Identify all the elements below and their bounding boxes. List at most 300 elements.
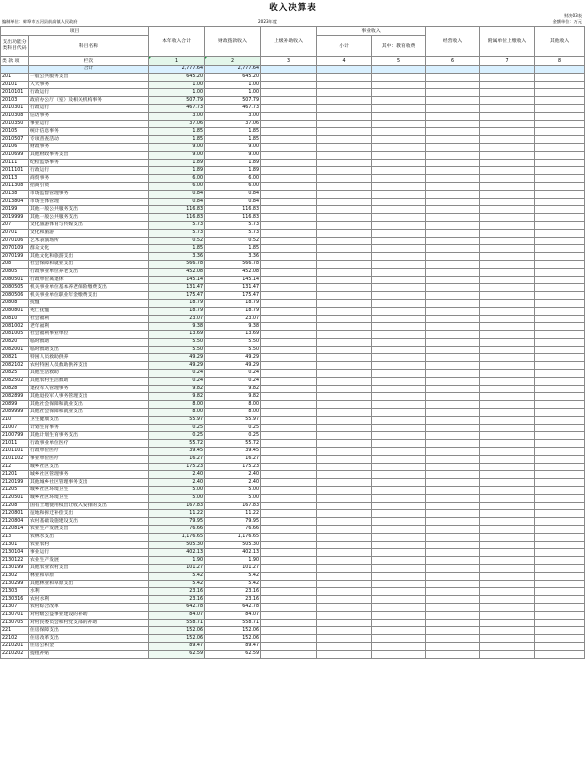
row-empty-cell	[317, 377, 372, 385]
row-fiscal-income: 62.59	[205, 650, 261, 658]
row-empty-cell	[535, 245, 585, 253]
row-empty-cell	[480, 533, 535, 541]
row-subject-name: 事业单位医疗	[29, 455, 149, 463]
row-empty-cell	[535, 73, 585, 81]
row-fiscal-income: 152.06	[205, 635, 261, 643]
row-code: 213	[1, 533, 29, 541]
row-empty-cell	[480, 580, 535, 588]
table-row	[1, 292, 585, 300]
row-empty-cell	[372, 151, 426, 159]
row-empty-cell	[261, 448, 317, 456]
table-row	[1, 97, 585, 105]
row-total-income: 9.38	[149, 323, 205, 331]
row-empty-cell	[480, 221, 535, 229]
header-business-income: 事业收入	[317, 27, 426, 36]
row-empty-cell	[372, 190, 426, 198]
row-empty-cell	[480, 198, 535, 206]
row-empty-cell	[372, 549, 426, 557]
table-row	[1, 237, 585, 245]
row-total-income: 3.36	[149, 253, 205, 261]
table-row	[1, 510, 585, 518]
table-row	[1, 136, 585, 144]
row-empty-cell	[261, 167, 317, 175]
row-total-income: 642.78	[149, 603, 205, 611]
row-empty-cell	[317, 424, 372, 432]
row-empty-cell	[372, 487, 426, 495]
table-row	[1, 650, 585, 658]
row-fiscal-income: 9.38	[205, 323, 261, 331]
row-empty-cell	[535, 650, 585, 658]
row-fiscal-income: 1.90	[205, 557, 261, 565]
row-fiscal-income: 101.27	[205, 565, 261, 573]
row-empty-cell	[535, 588, 585, 596]
row-empty-cell	[535, 635, 585, 643]
table-row	[1, 167, 585, 175]
row-subject-name: 纪检监察事务	[29, 159, 149, 167]
row-empty-cell	[480, 549, 535, 557]
table-row	[1, 580, 585, 588]
row-subject-name: 其他林业和草原支出	[29, 580, 149, 588]
row-fiscal-income: 0.84	[205, 198, 261, 206]
row-fiscal-income: 8.00	[205, 401, 261, 409]
row-code: 2011101	[1, 167, 29, 175]
table-row	[1, 494, 585, 502]
row-total-income: 145.14	[149, 276, 205, 284]
row-empty-cell	[317, 627, 372, 635]
row-empty-cell	[261, 104, 317, 112]
row-empty-cell	[372, 338, 426, 346]
row-empty-cell	[480, 432, 535, 440]
row-empty-cell	[261, 642, 317, 650]
row-fiscal-income: 18.79	[205, 307, 261, 315]
row-empty-cell	[426, 588, 480, 596]
row-empty-cell	[372, 611, 426, 619]
row-empty-cell	[261, 206, 317, 214]
row-empty-cell	[372, 401, 426, 409]
row-empty-cell	[317, 549, 372, 557]
row-empty-cell	[426, 611, 480, 619]
row-empty-cell	[426, 284, 480, 292]
row-fiscal-income: 467.73	[205, 104, 261, 112]
row-empty-cell	[372, 362, 426, 370]
row-subject-name: 退役军人管理事务	[29, 385, 149, 393]
row-fiscal-income: 23.16	[205, 596, 261, 604]
row-empty-cell	[535, 136, 585, 144]
row-empty-cell	[317, 409, 372, 417]
row-total-income: 0.24	[149, 370, 205, 378]
row-empty-cell	[372, 206, 426, 214]
row-empty-cell	[317, 518, 372, 526]
row-empty-cell	[372, 533, 426, 541]
row-empty-cell	[372, 143, 426, 151]
row-empty-cell	[426, 455, 480, 463]
table-row	[1, 182, 585, 190]
header-subject-name: 科目名称	[29, 36, 149, 57]
header-item: 项目	[1, 27, 149, 36]
row-subject-name: 其他社会保障和就业支出	[29, 409, 149, 417]
row-subject-name: 城乡社区支出	[29, 463, 149, 471]
row-empty-cell	[480, 268, 535, 276]
row-empty-cell	[261, 245, 317, 253]
row-empty-cell	[261, 362, 317, 370]
row-total-income: 1.85	[149, 128, 205, 136]
row-subject-name: 城乡社区环境卫生	[29, 494, 149, 502]
row-total-income: 9.82	[149, 385, 205, 393]
row-empty-cell	[317, 487, 372, 495]
row-code: 20103	[1, 97, 29, 105]
row-subject-name: 其他城乡社区管理事务支出	[29, 479, 149, 487]
row-code: 207	[1, 221, 29, 229]
row-empty-cell	[372, 284, 426, 292]
row-empty-cell	[317, 510, 372, 518]
row-empty-cell	[480, 541, 535, 549]
row-code: 20825	[1, 370, 29, 378]
row-subject-name: 城乡社区管理事务	[29, 471, 149, 479]
row-total-income: 49.29	[149, 362, 205, 370]
row-empty-cell	[317, 354, 372, 362]
row-empty-cell	[535, 143, 585, 151]
row-subject-name: 住房改革支出	[29, 635, 149, 643]
row-empty-cell	[535, 299, 585, 307]
colnum-2: 2	[205, 57, 261, 66]
table-row	[1, 81, 585, 89]
row-fiscal-income: 55.97	[205, 416, 261, 424]
row-fiscal-income: 5.50	[205, 346, 261, 354]
row-empty-cell	[261, 253, 317, 261]
row-empty-cell	[480, 650, 535, 658]
table-row	[1, 432, 585, 440]
row-empty-cell	[480, 448, 535, 456]
row-empty-cell	[426, 370, 480, 378]
row-empty-cell	[261, 175, 317, 183]
row-empty-cell	[426, 229, 480, 237]
row-empty-cell	[535, 580, 585, 588]
row-empty-cell	[426, 541, 480, 549]
row-subject-name: 农村综合改革	[29, 603, 149, 611]
row-empty-cell	[535, 603, 585, 611]
table-row	[1, 479, 585, 487]
row-empty-cell	[535, 370, 585, 378]
row-subject-name: 政府办公厅（室）及相关机构事务	[29, 97, 149, 105]
row-empty-cell	[317, 276, 372, 284]
row-empty-cell	[372, 331, 426, 339]
row-empty-cell	[372, 424, 426, 432]
row-empty-cell	[480, 346, 535, 354]
row-total-income: 16.27	[149, 455, 205, 463]
row-empty-cell	[480, 214, 535, 222]
row-code: 212	[1, 463, 29, 471]
row-empty-cell	[372, 299, 426, 307]
row-empty-cell	[317, 455, 372, 463]
row-code: 2013804	[1, 198, 29, 206]
row-empty-cell	[480, 237, 535, 245]
row-empty-cell	[480, 292, 535, 300]
row-empty-cell	[261, 588, 317, 596]
row-fiscal-income: 1.89	[205, 167, 261, 175]
row-empty-cell	[317, 432, 372, 440]
row-empty-cell	[261, 97, 317, 105]
row-empty-cell	[261, 565, 317, 573]
row-empty-cell	[426, 323, 480, 331]
header-class: 类 款 项	[1, 57, 29, 66]
row-empty-cell	[372, 73, 426, 81]
row-empty-cell	[317, 370, 372, 378]
table-row	[1, 611, 585, 619]
row-empty-cell	[535, 424, 585, 432]
table-row	[1, 104, 585, 112]
row-empty-cell	[372, 128, 426, 136]
row-subject-name: 其他一般公共服务支出	[29, 206, 149, 214]
row-fiscal-income: 39.45	[205, 448, 261, 456]
row-empty-cell	[426, 214, 480, 222]
row-empty-cell	[426, 338, 480, 346]
row-empty-cell	[535, 479, 585, 487]
row-code: 20899	[1, 401, 29, 409]
row-subject-name: 机关事业单位职业年金缴费支出	[29, 292, 149, 300]
row-empty-cell	[426, 479, 480, 487]
row-empty-cell	[261, 292, 317, 300]
row-empty-cell	[426, 494, 480, 502]
row-empty-cell	[426, 299, 480, 307]
row-empty-cell	[372, 502, 426, 510]
row-empty-cell	[480, 315, 535, 323]
row-empty-cell	[480, 73, 535, 81]
row-subject-name: 艺术表演场所	[29, 237, 149, 245]
money-unit: 金额单位：万元	[552, 19, 582, 24]
row-empty-cell	[535, 104, 585, 112]
row-subject-name: 对村民委员会和村党支部的补助	[29, 619, 149, 627]
table-row	[1, 89, 585, 97]
row-empty-cell	[535, 518, 585, 526]
row-empty-cell	[261, 284, 317, 292]
row-total-income: 8.00	[149, 401, 205, 409]
row-empty-cell	[535, 377, 585, 385]
row-code: 2130122	[1, 557, 29, 565]
colnum-1: 1	[149, 57, 205, 66]
row-code: 21208	[1, 502, 29, 510]
row-empty-cell	[535, 572, 585, 580]
row-total-income: 116.83	[149, 206, 205, 214]
compiling-unit: 编制单位：蚌埠市五河县前高镇人民政府	[2, 19, 78, 24]
row-empty-cell	[480, 479, 535, 487]
row-code: 20808	[1, 299, 29, 307]
row-code: 2210201	[1, 642, 29, 650]
row-empty-cell	[261, 635, 317, 643]
row-code: 221	[1, 627, 29, 635]
row-empty-cell	[426, 635, 480, 643]
row-empty-cell	[372, 260, 426, 268]
table-row	[1, 603, 585, 611]
row-empty-cell	[261, 143, 317, 151]
row-subject-name: 特困人员救助供养	[29, 354, 149, 362]
table-row	[1, 338, 585, 346]
row-empty-cell	[480, 206, 535, 214]
row-empty-cell	[261, 580, 317, 588]
row-empty-cell	[372, 229, 426, 237]
row-empty-cell	[480, 128, 535, 136]
row-fiscal-income: 84.07	[205, 611, 261, 619]
row-empty-cell	[261, 424, 317, 432]
row-subject-name: 老年福利	[29, 323, 149, 331]
row-empty-cell	[535, 619, 585, 627]
row-empty-cell	[261, 533, 317, 541]
row-fiscal-income: 1.00	[205, 81, 261, 89]
row-empty-cell	[261, 307, 317, 315]
row-empty-cell	[535, 81, 585, 89]
row-fiscal-income: 645.20	[205, 73, 261, 81]
row-empty-cell	[372, 479, 426, 487]
row-empty-cell	[372, 494, 426, 502]
row-total-income: 0.25	[149, 432, 205, 440]
row-empty-cell	[317, 580, 372, 588]
table-row	[1, 596, 585, 604]
row-empty-cell	[261, 268, 317, 276]
table-row	[1, 354, 585, 362]
row-total-income: 9.82	[149, 393, 205, 401]
row-empty-cell	[426, 120, 480, 128]
row-fiscal-income: 0.84	[205, 190, 261, 198]
row-fiscal-income: 3.00	[205, 112, 261, 120]
table-row	[1, 276, 585, 284]
row-empty-cell	[261, 190, 317, 198]
row-empty-cell	[426, 603, 480, 611]
row-fiscal-income: 0.25	[205, 432, 261, 440]
row-empty-cell	[372, 120, 426, 128]
row-empty-cell	[317, 112, 372, 120]
row-empty-cell	[317, 104, 372, 112]
row-empty-cell	[261, 346, 317, 354]
row-empty-cell	[535, 338, 585, 346]
row-code: 2130705	[1, 619, 29, 627]
row-empty-cell	[480, 393, 535, 401]
row-empty-cell	[535, 541, 585, 549]
row-empty-cell	[317, 440, 372, 448]
row-empty-cell	[535, 268, 585, 276]
row-empty-cell	[317, 393, 372, 401]
row-empty-cell	[535, 463, 585, 471]
row-total-income: 55.72	[149, 440, 205, 448]
row-code: 2100799	[1, 432, 29, 440]
row-code: 201	[1, 73, 29, 81]
row-empty-cell	[426, 463, 480, 471]
row-empty-cell	[535, 128, 585, 136]
row-fiscal-income: 1.85	[205, 136, 261, 144]
row-fiscal-income: 1.85	[205, 128, 261, 136]
row-subject-name: 专项普查活动	[29, 136, 149, 144]
row-empty-cell	[426, 315, 480, 323]
row-total-income: 5.73	[149, 221, 205, 229]
row-empty-cell	[317, 182, 372, 190]
row-empty-cell	[480, 143, 535, 151]
row-empty-cell	[372, 596, 426, 604]
row-total-income: 5.73	[149, 229, 205, 237]
row-empty-cell	[261, 377, 317, 385]
row-total-income: 1.00	[149, 89, 205, 97]
row-code: 20113	[1, 175, 29, 183]
row-total-income: 1.00	[149, 81, 205, 89]
row-empty-cell	[535, 323, 585, 331]
row-fiscal-income: 2.40	[205, 479, 261, 487]
row-fiscal-income: 13.69	[205, 331, 261, 339]
row-empty-cell	[317, 97, 372, 105]
table-row	[1, 214, 585, 222]
row-subject-name: 计划生育事务	[29, 424, 149, 432]
row-empty-cell	[426, 487, 480, 495]
row-empty-cell	[372, 627, 426, 635]
row-empty-cell	[372, 81, 426, 89]
row-empty-cell	[426, 112, 480, 120]
row-empty-cell	[480, 323, 535, 331]
row-empty-cell	[480, 253, 535, 261]
row-total-income: 37.06	[149, 120, 205, 128]
row-subject-name: 农村基础设施建设支出	[29, 518, 149, 526]
row-empty-cell	[426, 502, 480, 510]
row-empty-cell	[261, 128, 317, 136]
table-row	[1, 572, 585, 580]
row-empty-cell	[480, 97, 535, 105]
row-fiscal-income: 37.06	[205, 120, 261, 128]
row-empty-cell	[317, 167, 372, 175]
row-empty-cell	[480, 494, 535, 502]
row-empty-cell	[372, 440, 426, 448]
row-empty-cell	[372, 307, 426, 315]
row-empty-cell	[372, 292, 426, 300]
row-fiscal-income: 5.73	[205, 221, 261, 229]
row-fiscal-income: 5.00	[205, 494, 261, 502]
row-subject-name: 文化和旅游	[29, 229, 149, 237]
row-empty-cell	[372, 315, 426, 323]
row-fiscal-income: 6.00	[205, 182, 261, 190]
table-row	[1, 440, 585, 448]
row-total-income: 0.84	[149, 190, 205, 198]
row-empty-cell	[317, 128, 372, 136]
row-code: 2120501	[1, 494, 29, 502]
row-empty-cell	[480, 603, 535, 611]
row-empty-cell	[535, 346, 585, 354]
row-empty-cell	[372, 393, 426, 401]
table-row	[1, 533, 585, 541]
row-empty-cell	[317, 572, 372, 580]
row-empty-cell	[426, 557, 480, 565]
colnum-3: 3	[261, 57, 317, 66]
row-empty-cell	[426, 510, 480, 518]
row-empty-cell	[480, 159, 535, 167]
row-empty-cell	[535, 627, 585, 635]
row-empty-cell	[480, 167, 535, 175]
row-empty-cell	[426, 572, 480, 580]
row-fiscal-income: 131.47	[205, 284, 261, 292]
header-superior-income: 上级补助收入	[261, 27, 317, 57]
row-empty-cell	[480, 526, 535, 534]
table-row	[1, 362, 585, 370]
row-code: 2080501	[1, 276, 29, 284]
row-empty-cell	[480, 284, 535, 292]
row-empty-cell	[480, 611, 535, 619]
row-total-income: 5.50	[149, 346, 205, 354]
row-empty-cell	[372, 518, 426, 526]
row-empty-cell	[372, 104, 426, 112]
table-row	[1, 268, 585, 276]
row-empty-cell	[480, 112, 535, 120]
row-empty-cell	[426, 268, 480, 276]
row-empty-cell	[426, 260, 480, 268]
row-empty-cell	[426, 190, 480, 198]
row-empty-cell	[480, 619, 535, 627]
row-empty-cell	[261, 619, 317, 627]
row-empty-cell	[535, 159, 585, 167]
row-empty-cell	[317, 362, 372, 370]
row-empty-cell	[372, 89, 426, 97]
